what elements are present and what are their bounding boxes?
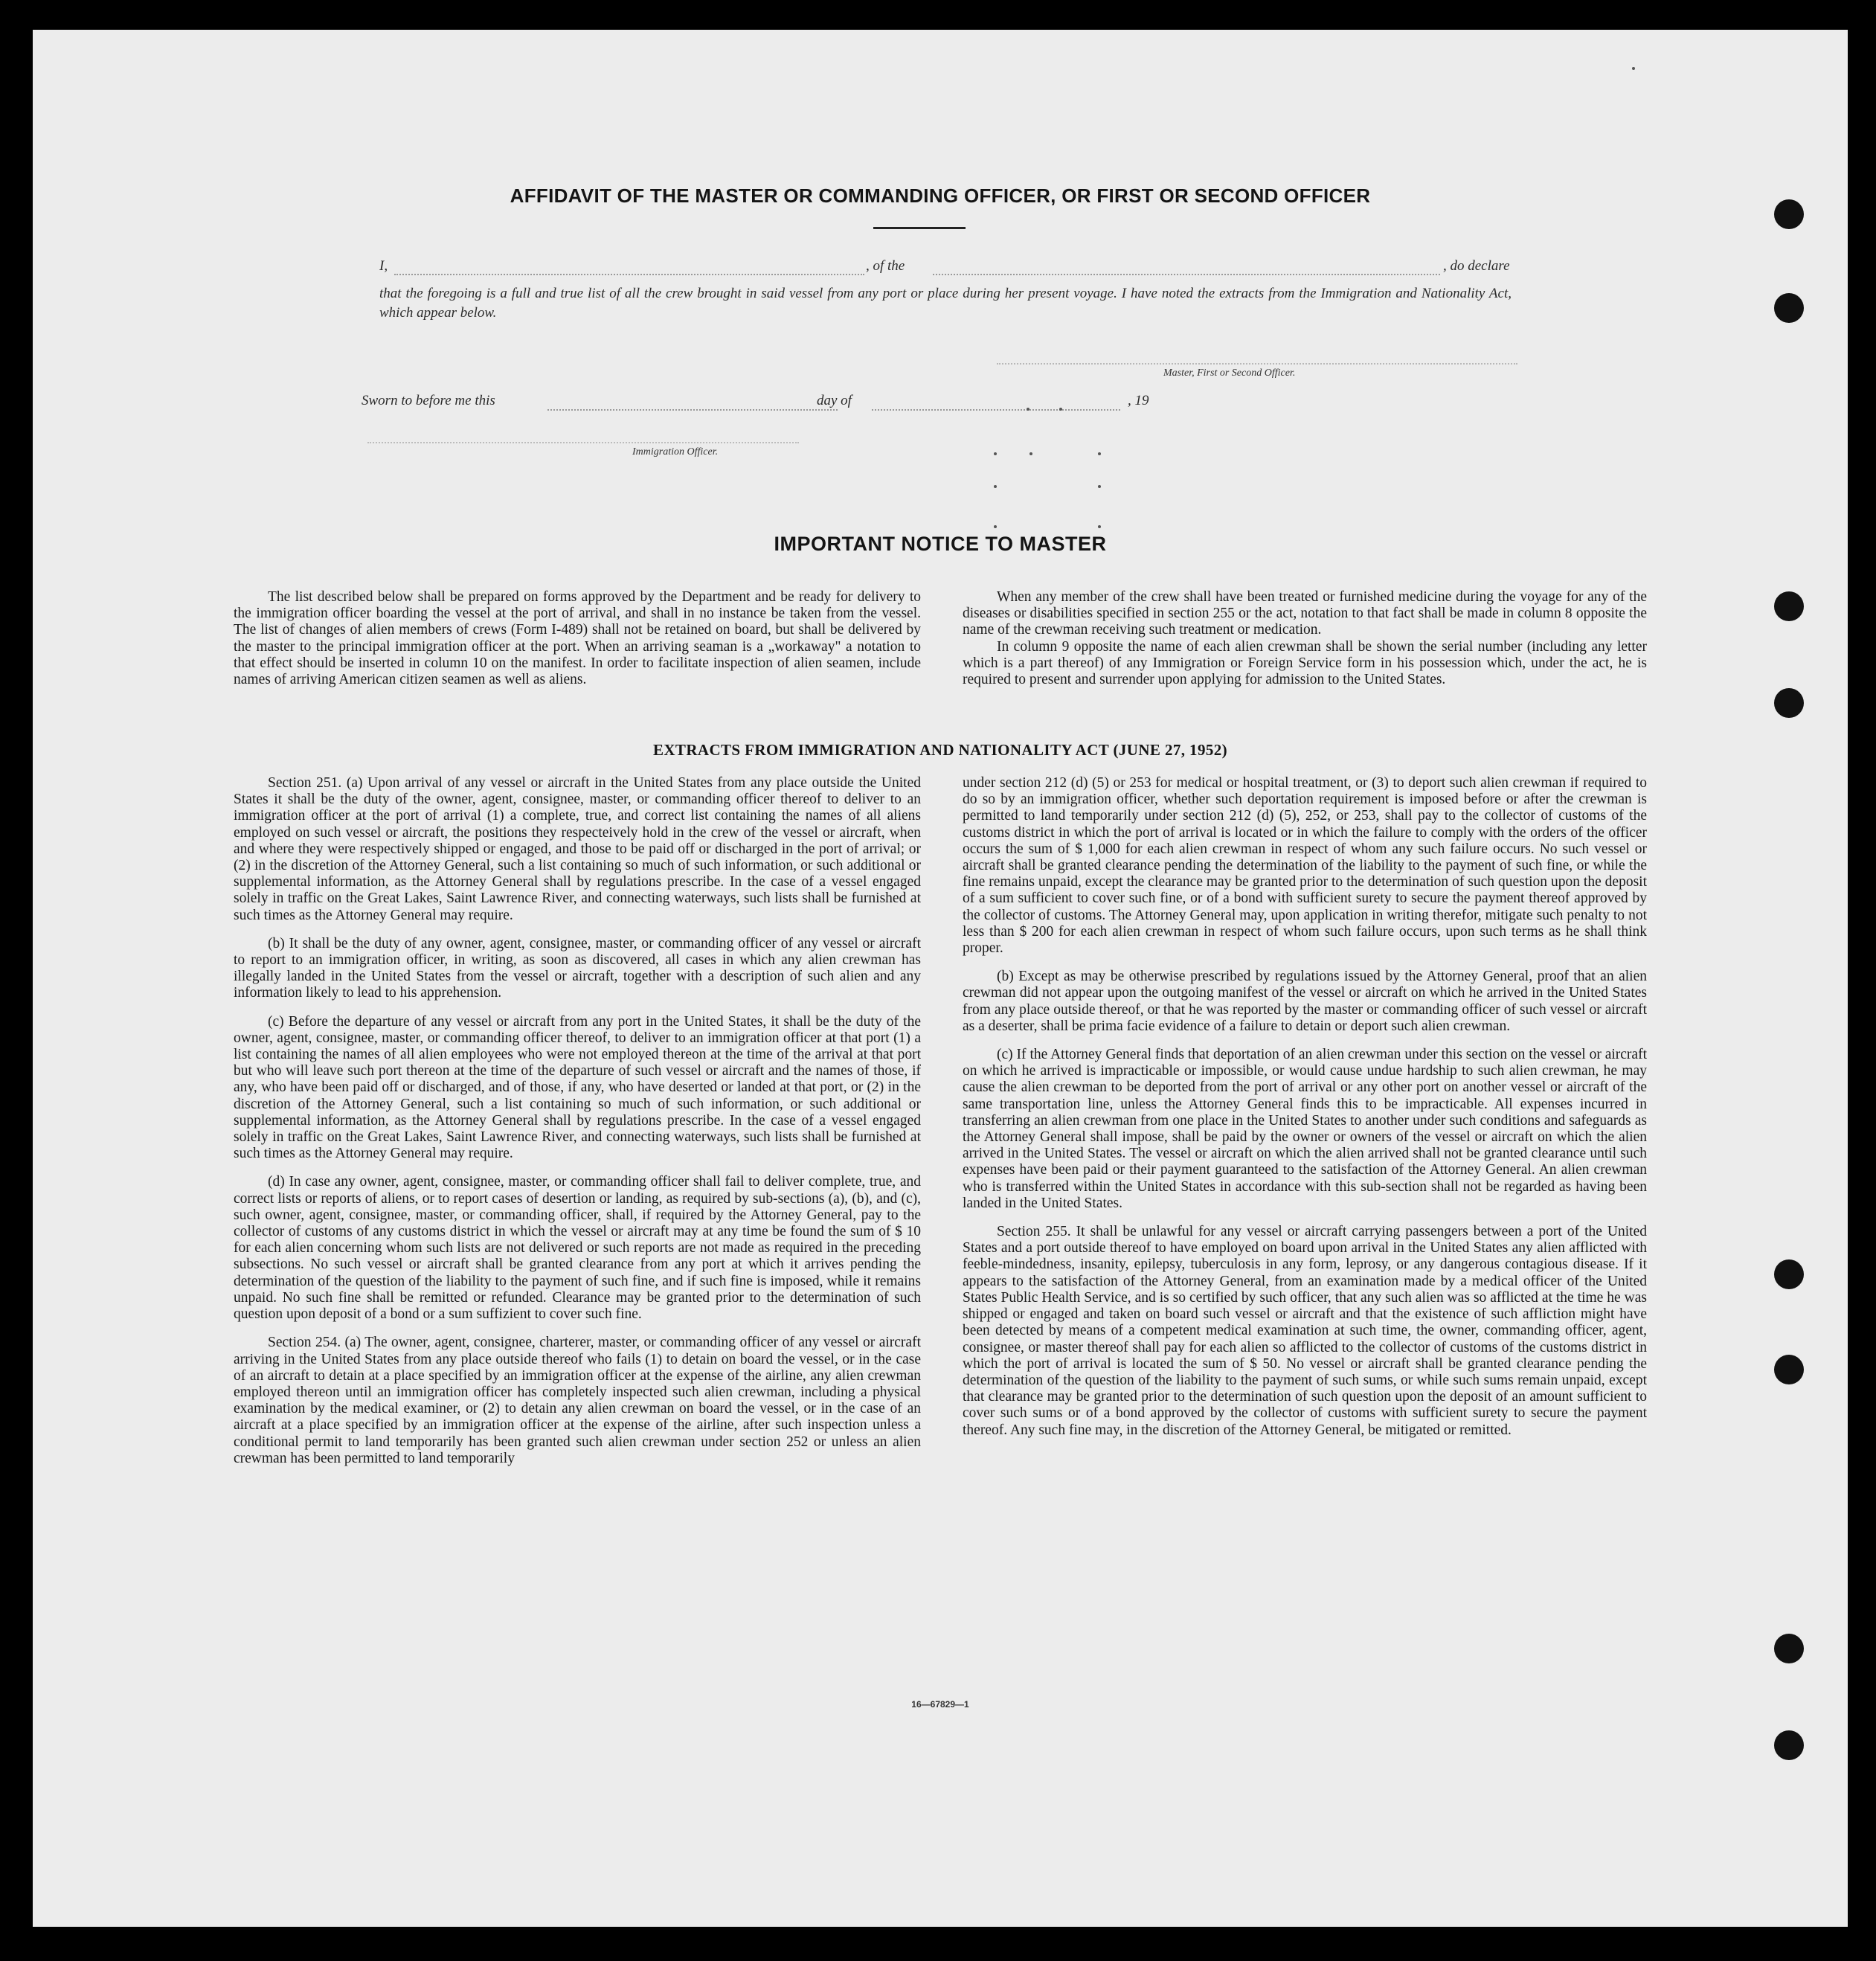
punch-hole (1774, 1730, 1804, 1760)
punch-hole (1774, 293, 1804, 323)
form-number: 16—67829—1 (911, 1699, 969, 1710)
i-label: I, (379, 258, 388, 274)
section-251a: Section 251. (a) Upon arrival of any vessel or aircraft in the United States from any place outside the United States it shall be the duty of the owner, agent, consignee, master, or commanding officer thereof to deliver to an immigration officer at the port of arrival (1) a complete, true, and correct list containing the names of all aliens employed on such vessel or aircraft, the positions they respecteively hold in the crew of the vessel or aircraft, when and where they were respectively shipped or engaged, and those to be paid off or discharged in the port of arrival; or (2) in the discretion of the Attorney General, such a list containing so much of such information, or such additional or supplemental information, as the Attorney General shall by regulations prescribe. In the case of a vessel engaged solely in traffic on the Great Lakes, Saint Lawrence River, and connecting waterways, such lists shall be furnished at such times as the Attorney General may require. (234, 775, 921, 923)
section-251b: (b) It shall be the duty of any owner, agent, consignee, master, or commanding officer of any vessel or aircraft to report to an immigration officer, in writing, as soon as discovered, all cases in which any alien crewman has illegally landed in the United States from the vessel or aircraft, together with a description of such alien and any information likely to lead to his apprehension. (234, 935, 921, 1001)
notice-paragraph: When any member of the crew shall have been treated or furnished medicine during the voyage for any of the diseases or disabilities specified in section 255 or the act, notation to that fact shall be made in column 8 opposite the name of the crewman receiving such treatment or medication. (963, 589, 1647, 638)
master-signature-line[interactable] (997, 363, 1517, 365)
extracts-right-column (963, 775, 1647, 1439)
extracts-title: EXTRACTS FROM IMMIGRATION AND NATIONALITY ACT (JUNE 27, 1952) (652, 741, 1228, 759)
scan-speck (994, 485, 997, 488)
scan-speck (1098, 525, 1101, 528)
document-page (33, 30, 1848, 1927)
do-declare-label: , do declare (1443, 258, 1510, 274)
title-rule (873, 227, 966, 229)
section-254a-continued: under section 212 (d) (5) or 253 for medical or hospital treatment, or (3) to deport such alien crewman if required to do so by an immigration officer, whether such deportation requirement is imposed before or after the crewman is permitted to land temporarily under section 212 (d) (5), 252, or 253, shall pay to the collector of customs of the customs district in which the port of arrival is located or in which the failure to comply with the orders of the officer occurs the sum of $ 1,000 for each alien crewman in respect of whom any such failure occurs. No such vessel or aircraft shall be granted clearance pending the determination of the liability to the payment of such fine, or while the fine remains unpaid, except the clearance may be granted prior to the determination of such question upon the deposit of a sum sufficient to cover such fine, or of a bond with sufficient surety to secure the payment thereof approved by the collector of customs. The Attorney General may, upon application in writing therefor, mitigate such penalty to not less than $ 200 for each alien crewman in respect of whom such failure occurs, upon such terms as he shall think proper. (963, 775, 1647, 957)
extracts-left-column (234, 775, 921, 1467)
of-the-label: , of the (866, 258, 905, 274)
notice-paragraph: The list described below shall be prepared on forms approved by the Department and be ready for delivery to the immigration officer boarding the vessel at the port of arrival, and shall in no instance be taken from the vessel. The list of changes of alien members of crews (Form I-489) shall not be retained on board, but shall be delivered by the master to the principal immigration officer at the port. When an arriving seaman is a „workaway" a notation to that effect should be inserted in column 10 on the manifest. In order to facilitate inspection of alien seamen, include names of arriving American citizen seamen as well as aliens. (234, 589, 921, 688)
scan-speck (1027, 408, 1029, 411)
day-of-label: day of (817, 393, 852, 408)
punch-hole (1774, 591, 1804, 621)
section-254c: (c) If the Attorney General finds that deportation of an alien crewman under this section on the vessel or aircraft on which he arrived is impracticable or impossible, or would cause undue hardship to such alien crewman, he may cause the alien crewman to be deported from the port of arrival or any other port on another vessel or aircraft of the same transportation line, unless the Attorney General finds this to be impracticable. All expenses incurred in transferring an alien crewman from one place in the United States to another under such conditions and safeguards as the Attorney General shall impose, shall be paid by the owner or owners of the vessel or aircraft on which the alien arrived in the United States. The vessel or aircraft on which the alien arrived shall not be granted clearance until such expenses have been paid or their payment guaranteed to the satisfaction of the Attorney General. An alien crewman who is transferred within the United States in accordance with this sub-section shall not be regarded as having been landed in the United States. (963, 1047, 1647, 1211)
punch-hole (1774, 688, 1804, 718)
punch-hole (1774, 1259, 1804, 1289)
notice-right-column (963, 589, 1647, 688)
punch-hole (1774, 199, 1804, 229)
affidavit-title: AFFIDAVIT OF THE MASTER OR COMMANDING OFFICER, OR FIRST OR SECOND OFFICER (510, 184, 1371, 207)
scan-speck (1059, 408, 1062, 411)
notice-title: IMPORTANT NOTICE TO MASTER (774, 533, 1107, 555)
declaration-text: that the foregoing is a full and true list of all the crew brought in said vessel from any port or place during her present voyage. I have noted the extracts from the Immigration and Nationality Act, which appear below. (379, 286, 1512, 321)
officer-signature-line[interactable] (367, 442, 799, 443)
section-251d: (d) In case any owner, agent, consignee, master, or commanding officer shall fail to deliver complete, true, and correct lists or reports of aliens, or to report cases of desertion or landing, as required by sub-sections (a), (b), and (c), such owner, agent, consignee, master, or commanding officer, shall, if required by the Attorney General, pay to the collector of customs of any customs district in which the vessel or aircraft may at any time be found the sum of $ 10 for each alien concerning whom such lists are not delivered or such reports are not made as required in the preceding subsections. No such vessel or aircraft shall be granted clearance from any port at which it arrives pending the determination of the question of the liability to the payment of such fine, and if such fine is imposed, while it remains unpaid. No such fine shall be remitted or refunded. Clearance may be granted prior to the determination of such question upon deposit of a bond or a sum suffizient to cover such fine. (234, 1174, 921, 1323)
punch-hole (1774, 1634, 1804, 1663)
master-caption: Master, First or Second Officer. (1163, 368, 1296, 379)
sworn-day-field[interactable] (547, 409, 838, 411)
punch-hole (1774, 1355, 1804, 1384)
section-255: Section 255. It shall be unlawful for any vessel or aircraft carrying passengers between a port of the United States and a port outside thereof to have employed on board upon arrival in the United States any alien afflicted with feeble-mindedness, insanity, epilepsy, tuberculosis in any form, leprosy, or any dangerous contagious disease. If it appears to the satisfaction of the Attorney General, from an examination made by a medical officer of the United States Public Health Service, and is so certified by such officer, that any such alien was so afflicted at the time he was shipped or engaged and taken on board such vessel or aircraft and that the existence of such affliction might have been detected by means of a competent medical examination at such time, the owner, commanding officer, agent, consignee, or master thereof shall pay for each alien so afflicted to the collector of customs of the customs district in which the port of arrival is located the sum of $ 50. No vessel or aircraft shall be granted clearance pending the determination of the question of the liability to the payment of such sums, or while such sums remain unpaid, except that clearance may be granted prior to the determination of such question upon the deposit of an amount sufficient to cover such sums or of a bond approved by the collector of customs with sufficient surety to secure the payment thereof. Any such fine may, in the discretion of the Attorney General, be mitigated or remitted. (963, 1224, 1647, 1438)
section-254a: Section 254. (a) The owner, agent, consignee, charterer, master, or commanding officer of any vessel or aircraft arriving in the United States from any place outside thereof who fails (1) to detain on board the vessel, or in the case of an aircraft to detain at a place specified by an immigration officer at the expense of the airline, any alien crewman employed thereon until an immigration officer has completely inspected such alien crewman, including a physical examination by the medical examiner, or (2) to detain any alien crewman on board the vessel, or in the case of an aircraft at a place specified by an immigration officer at the expense of the airline, after such inspection unless a conditional permit to land temporarily has been granted such alien crewman under section 252 or unless an alien crewman has been permitted to land temporarily (234, 1335, 921, 1466)
officer-caption: Immigration Officer. (632, 446, 719, 458)
scan-speck (1632, 67, 1635, 70)
scan-speck (994, 525, 997, 528)
scan-speck (1098, 452, 1101, 455)
scan-speck (1098, 485, 1101, 488)
name-field[interactable] (394, 274, 864, 275)
year-label: , 19 (1128, 393, 1149, 408)
section-254b: (b) Except as may be otherwise prescribed by regulations issued by the Attorney General, proof that an alien crewman did not appear upon the outgoing manifest of the vessel or aircraft on which he arrived in the United States from any place outside thereof, or that he was reported by the master or commanding officer of such vessel or aircraft as a deserter, shall be prima facie evidence of a failure to detain or deport such alien crewman. (963, 969, 1647, 1034)
sworn-label: Sworn to before me this (362, 393, 495, 408)
vessel-field[interactable] (933, 274, 1440, 275)
section-251c: (c) Before the departure of any vessel or aircraft from any port in the United States, it shall be the duty of the owner, agent, consignee, master, or commanding officer thereof, to deliver to an immigration officer at that port (1) a list containing the names of all alien employees who were not employed thereon at the time of the arrival at that port but who will leave such port thereon at the time of the departure of such vessel or aircraft and the names of those, if any, who have been paid off or discharged, and of those, if any, who have deserted or landed at that port, or (2) in the discretion of the Attorney General, such a list containing so much of such information, or such additional or supplemental information, as the Attorney General shall by regulations prescribe. In the case of a vessel engaged solely in traffic on the Great Lakes, Saint Lawrence River, and connecting waterways, such lists shall be furnished at such times as the Attorney General may require. (234, 1013, 921, 1162)
sworn-month-field[interactable] (872, 409, 1120, 411)
notice-paragraph: In column 9 opposite the name of each alien crewman shall be shown the serial number (including any letter which is a part thereof) of any Immigration or Foreign Service form in his possession which, under the act, he is required to present and surrender upon applying for admission to the United States. (963, 638, 1647, 688)
scan-speck (994, 452, 997, 455)
notice-left-column (234, 589, 921, 688)
scan-speck (1029, 452, 1032, 455)
